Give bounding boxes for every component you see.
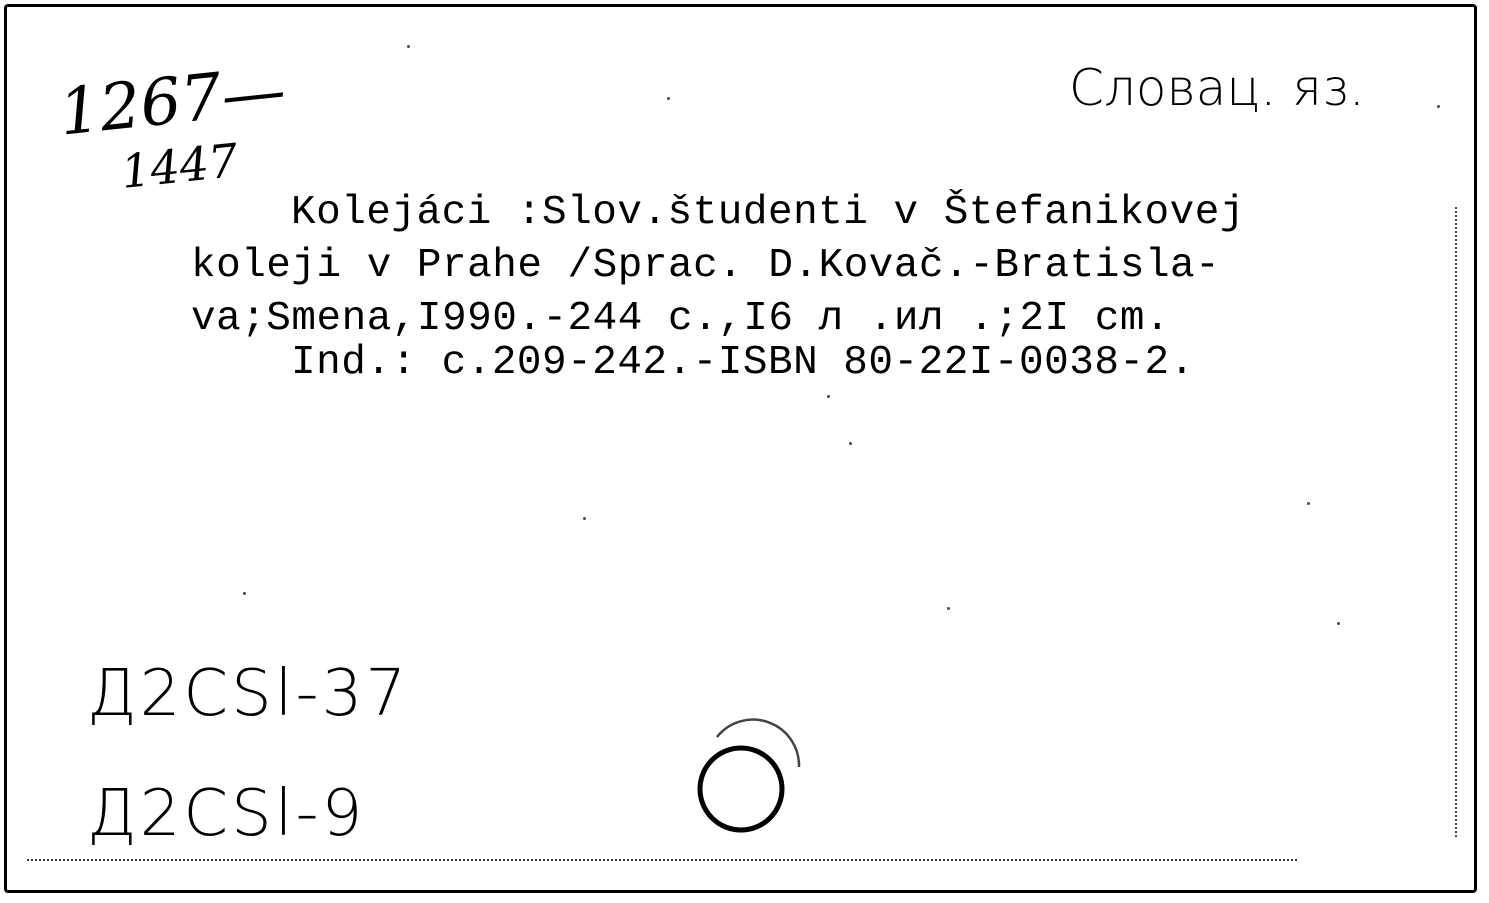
speck	[407, 45, 410, 48]
right-dotted-line	[1455, 207, 1457, 837]
entry-line-3: va;Smena,I990.-244 c.,I6 л .ил .;2I cm.	[191, 296, 1171, 342]
speck	[849, 442, 852, 445]
entry-line-2: koleji v Prahe /Sprac. D.Kovač.-Bratisla-	[191, 243, 1221, 289]
speck	[947, 607, 950, 610]
speck	[1337, 622, 1340, 625]
speck	[1307, 502, 1310, 505]
punch-hole	[687, 707, 807, 837]
bottom-dotted-line	[27, 859, 1297, 861]
speck	[583, 517, 586, 520]
shelfmark-2: Д2CSl-9	[87, 777, 366, 851]
catalog-card	[4, 4, 1477, 893]
shelfmark-1: Д2CSl-37	[87, 657, 410, 731]
speck	[827, 395, 830, 398]
entry-line-4: Ind.: c.209-242.-ISBN 80-22I-0038-2.	[291, 340, 1195, 386]
category-label: Словац. яз.	[1069, 59, 1365, 117]
entry-line-1: Kolejáci :Slov.študenti v Štefanikovej	[291, 190, 1245, 236]
speck	[1437, 105, 1440, 108]
accession-number-top: 1267—	[55, 53, 290, 151]
speck	[667, 97, 670, 100]
speck	[243, 592, 246, 595]
accession-number-bottom: 1447	[118, 133, 241, 199]
